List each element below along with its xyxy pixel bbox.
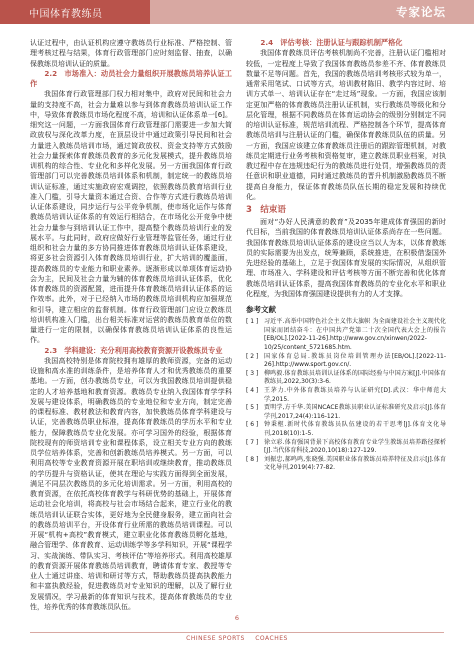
footer-brand-left: CHINESE SPORTS xyxy=(186,635,245,642)
subheading-evaluation: 2.4 评估考核：注册认证与跟踪机制严格化 xyxy=(260,38,403,47)
right-column xyxy=(246,38,446,473)
left-column xyxy=(30,38,232,612)
right-paragraph-evaluation: 我国体育教练员评估考核机制尚不完善，注册认证门槛相对较低，一定程度上导致了我国体育教练员参差不齐、体育教练员数量不足等问题。首先，我国的教练员培训考核形式较为单一，通常采用笔试、口试等方式，培训教材陈旧、教学内容过时、培训方式单一、培训认证存在“走过场”现象。一方面，我国应该制定更加严格的体育教练员注册认证机制，实行教练员等级化和分层化管理，根据不同教练员在体育运动协会的级别分别制定不同的培训认证标准，规范培训流程、严格控制各个环节，提高体育教练员培训与注册认证的门槛，确保体育教练员队伍的质量。另一方面，我国应该建立体育教练员注册后的跟踪管理机制，对教练员定期进行业务考核和资格复审，建立教练员职业档案，对执教过程中存在违规违纪行为的教练员进行处罚，增强教练员的责任意识和职业道德，同时通过教练员的晋升机制激励教练员不断提高自身能力，保证体育教练员队伍长期的稳定发展和持续优化。 xyxy=(246,49,446,201)
right-paragraph-conclusion: 面对“办好人民满意的教育”及2035年建成体育强国的新时代目标，当前我国的体育教练员培训认证体系尚存在一些问题。我国体育教练员培训认证体系的建设应当以人为本，以体育教练员的实际需要为出发点，统筹兼顾，系统推进，在积极借鉴国外先进经验的基础上，立足于我国体育发展的实际情况，从组织管理、市场准入、学科建设和评估考核等方面不断完善和优化体育教练员培训认证体系，提高我国体育教练员的专业化水平和职业化程度，为我国体育强国建设提供有力的人才支撑。 xyxy=(246,218,446,298)
reference-item: [ 6 ] 钟秉枢.新时代体育教练员队伍建设的若干思考[J].体育文化导刊,2018(10):1-5. xyxy=(246,421,446,437)
footer-brand xyxy=(0,635,474,642)
section-name: 专家论坛 xyxy=(396,5,446,19)
left-paragraph-market-access: 我国体育行政管理部门权力相对集中，政府对民间和社会力量的支持度不高，社会力量难以参与到体育教练员培训认证工作中，导致体育教练员市场化程度不高，培训和认证体系单一[6]。细究这一问题，一方面我国体育行政管理部门需要进一步加大简政放权与深化改革力度，在顶层设计中通过政策引导民间和社会力量进入教练员培训市场，通过简政放权、资金支持等方式鼓励社会力量探索体育教练员教育的多元化发展模式，提升教练员培训机构的综合性、专业化和多样化发展。另一方面我国体育行政管理部门可以完善教练员培训体系和机制，制定统一的教练员培训认证标准，通过实施政府宏观调控，依照教练员教育培训行业准入门槛，引导大量资本通过合资、合作等方式进行教练员培训认证体系建设，同步运行与公平竞争机制，使市场化运作与体育教练员培训认证体系的有效运行相结合，在市场化公开竞争中使社会力量参与到培训认证工作中，提高整个教练员培训行业的发展水平。与此同时，政府应做好行业管理等监管任务，通过行业组织和社会力量的多方协同推进体育教练员培训认证体系建设，将更多社会资源引入体育教练员培训行业，扩大培训的覆盖面，提高教练员的专业能力和职业素养。逐渐形成以单项体育运动协会为主，民间及社会力量为辅的体育教练员培训认证体系，优化体育教练员的资源配置，进而提升体育教练员培训认证体系的运作效率。此外，对于已经纳入市场的教练员培训机构应加强规范和引导，建立相应的监督机制。体育行政管理部门应设立教练员培训机构准入门槛，出台相关标准对运营的教练员教育单位的数量进行一定的限制，以确保体育教练员培训认证体系的良性运作。 xyxy=(30,90,232,345)
left-paragraph-intro: 认证过程中，由认证机构应遵守教练员行业标准、严格控制、管理考核过程与结果，体育行政管理部门应时刻监督、抽查，以确保教练员培训认证的质量。 xyxy=(30,39,232,68)
section-heading-conclusion: 3 结束语 xyxy=(246,205,286,215)
references-title: 参考文献 xyxy=(246,305,276,314)
reference-item: [ 5 ] 贾明学,方千华.美国NCACE教练员职业认证标准研究及启示[J].体育学刊,2017,24(4):116-121. xyxy=(246,404,446,420)
reference-list xyxy=(246,318,446,473)
page-header xyxy=(0,0,474,24)
journal-name: 中国体育教练员 xyxy=(29,9,103,20)
reference-item: [ 4 ] 王茅力.中外体育教练员培养与认证研究[D].武汉：华中师范大学,2015. xyxy=(246,387,446,403)
left-paragraph-discipline: 我国高校特别是体育院校拥有雄厚的教师资源，完备的运动设施和高水准的训练条件，是培养体育人才和优秀教练员的重要基地。一方面，创办教练员专业，可以为我国教练员培训提供稳定的人才培养基地和教育资源。教练员专业纳入我国体育学学科发展与建设体系，明确教练员的专业地位和专业方向，制定完善的课程标准、教材教法和教育内容，加快教练员体育学科建设与认证，完善教练员职业标准，提高体育教练员的学历水平和专业能力，保障教练员专业化发展。亦可学习国外的经验，根据体育院校现有的师资培训专业和课程体系，设立相关专业方向的教练员学位培养体系，完善和创新教练员培养模式。另一方面，可以利用高校等专业教育资源开展在职培训或继续教育，推动教练员的学历提升与资格认证，使其在理论与实践方面得到全面发展，满足不同层次教练员的多元化培训需求。另一方面，利用高校的教育资源，在依托高校体育教学与科研优势的基础上，开展体育运动社会化培训，将高校与社会市场结合起来，建立行业化的教练员培训认证联合实体，更好地为全民健身服务，建立面向社会的教练员培训平台，开设体育行业所需的教练员培训课程。可以开展“机构+高校”教育模式，建立职业化体育教练员孵化基地，融合管理学、体育教育、运动训练学等多学科知识，开展“课程学习、实战演练、带队实习、考核评估”等培养形式。利用高校雄厚的教育资源开展体育教练员培训教育，聘请体育专家、教授等专业人士通过讲座、培训和研讨等方式，帮助教练员提高执教能力和丰富执教经验，促进教练员对专业知识的理解，以及了解行业发展情况，学习最新的体育知识与技术，提高体育教练员的专业性，培养优秀的体育教练员队伍。 xyxy=(30,356,232,611)
footer-divider xyxy=(30,632,444,633)
page-number: 6 xyxy=(234,614,240,622)
footer-brand-right: COACHES xyxy=(255,635,288,642)
reference-item: [ 3 ] 柳鸣毅.体育教练员培训认证体系的国际经验与中国方案[J].中国体育教练员,2022,30(3):3-6. xyxy=(246,369,446,386)
reference-item: [ 7 ] 徐立彩.体育强国背景下高校体育教育专业学生教练员培养路径探析[J].当代体育科技,2020,10(18):127-129. xyxy=(246,438,446,455)
reference-item: [ 2 ] 国家体育总局.教练员岗位培训管理办法[EB/OL].[2022-11-26].http://www.sport.gov.cn/. xyxy=(246,352,446,369)
subheading-market-access: 2.2 市场准入：动员社会力量组织开展教练员培养认证工作 xyxy=(30,68,232,88)
reference-item: [ 1 ] 习近平.高举中国特色社会主义伟大旗帜 为全面建设社会主义现代化国家而团结奋斗：在中国共产党第二十次全国代表大会上的报告[EB/OL].[2022-11-26].http://www.gov.cn/xinwen/2022-10/25/content_5721685.htm. xyxy=(246,318,446,352)
reference-item: [ 8 ] 刘振忠,郝鸣鸣,张晓强.美国职业体育教练员培养特征及启示[J].体育文化导刊,2019(4):77-82. xyxy=(246,455,446,472)
subheading-discipline: 2.3 学科建设：充分利用高校教育资源开设教练员专业 xyxy=(44,345,223,355)
